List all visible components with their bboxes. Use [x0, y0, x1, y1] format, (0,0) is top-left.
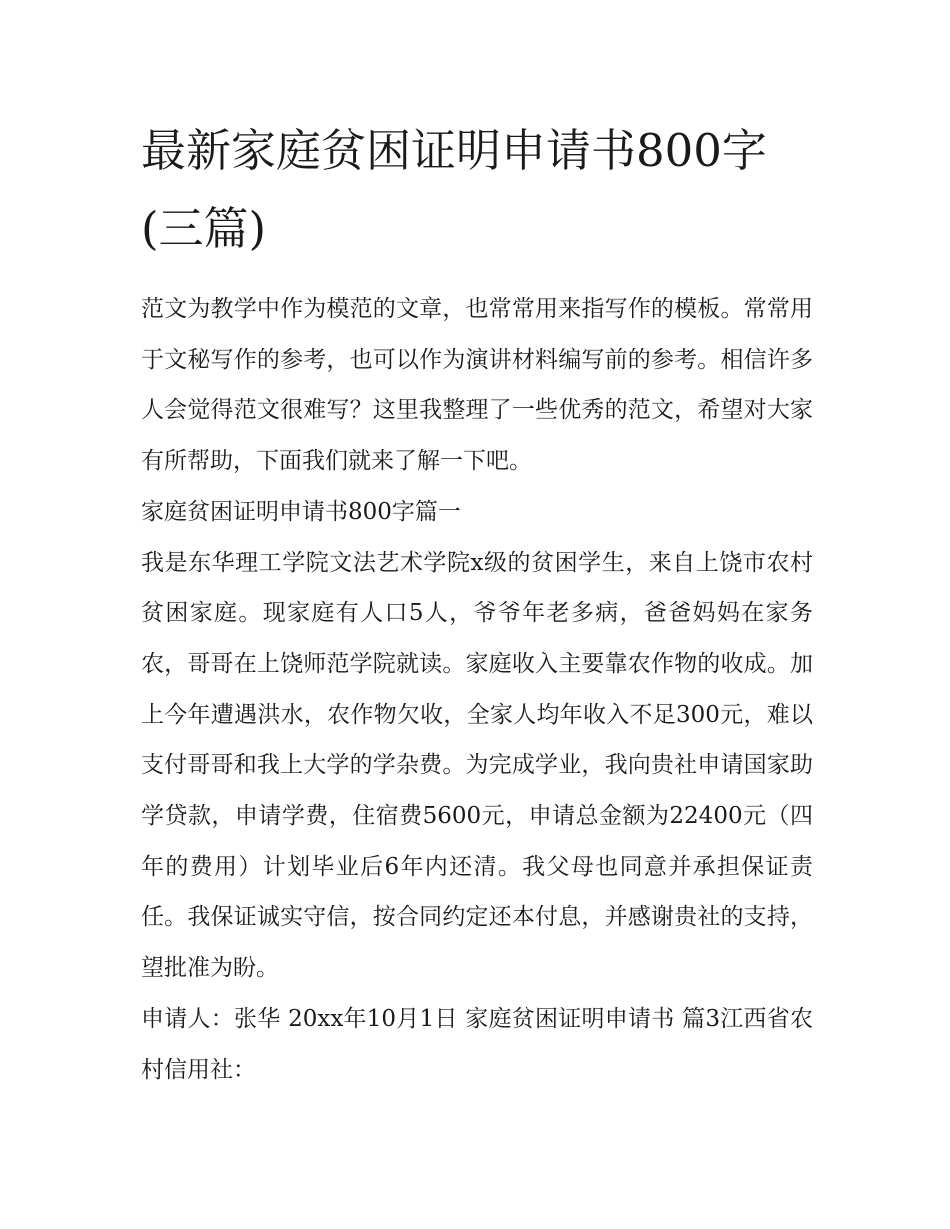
- application-paragraph: 我是东华理工学院文法艺术学院x级的贫困学生，来自上饶市农村贫困家庭。现家庭有人口5人，爷爷年老多病，爸爸妈妈在家务农，哥哥在上饶师范学院就读。家庭收入主要靠农作物的收成。加上今年遭遇洪水，农作物欠收，全家人均年收入不足300元，难以支付哥哥和我上大学的学杂费。为完成学业，我向贵社申请国家助学贷款，申请学费，住宿费5600元，申请总金额为22400元（四年的费用）计划毕业后6年内还清。我父母也同意并承担保证责任。我保证诚实守信，按合同约定还本付息，并感谢贵社的支持，望批准为盼。: [141, 549, 813, 982]
- intro-paragraph: 范文为教学中作为模范的文章，也常常用来指写作的模板。常常用于文秘写作的参考，也可以作为演讲材料编写前的参考。相信许多人会觉得范文很难写？这里我整理了一些优秀的范文，希望对大家有所帮助，下面我们就来了解一下吧。: [141, 296, 813, 475]
- section-heading: 家庭贫困证明申请书800字篇一: [141, 498, 461, 525]
- document-page: [141, 112, 813, 1095]
- signature-paragraph: 申请人：张华 20xx年10月1日 家庭贫困证明申请书 篇3江西省农村信用社：: [141, 1005, 813, 1083]
- document-title: 最新家庭贫困证明申请书800字(三篇): [141, 124, 767, 255]
- document-body: [141, 284, 813, 1095]
